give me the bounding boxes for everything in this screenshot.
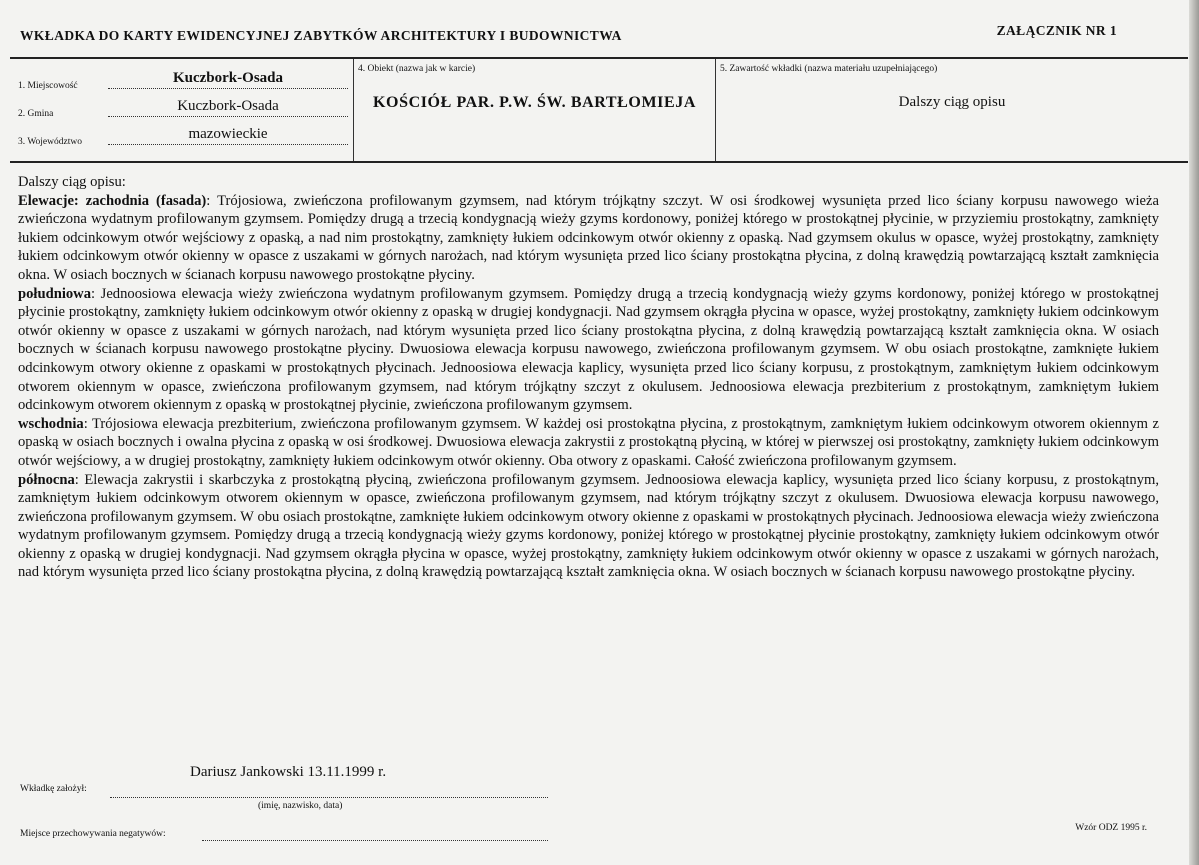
voivodeship-field [18, 121, 348, 147]
voivodeship-value: mazowieckie [188, 126, 268, 142]
object-value: KOŚCIÓŁ PAR. P.W. ŚW. BARTŁOMIEJA [372, 94, 696, 111]
section-heading: południowa [18, 285, 92, 302]
contents-value: Dalszy ciąg opisu [898, 94, 1006, 110]
section-heading: północna [18, 471, 75, 488]
voivodeship-dotted-line [108, 144, 348, 145]
object-field [354, 59, 716, 161]
locality-field [18, 65, 348, 91]
author-caption: (imię, nazwisko, data) [258, 801, 343, 811]
location-fields [10, 59, 354, 161]
section-text: : Trójosiowa, zwieńczona profilowanym gzymsem, nad którym trójkątny szczyt. W osi środkowej wysunięta przed lico ściany korpusu nawowego wieża zwieńczona wydatnym profilowanym gzymsem. Pomiędzy drugą a trzecią kondygnacją wieży gzyms kordonowy, poniżej którego w prostokątnej płycinie, w przyziemiu prostokątny, zamknięty łukiem odcinkowym otwór wejściowy z opaską, a nad nim prostokątny, zamknięty łukiem odcinkowym otwór okienny z opaską. Nad gzymsem okulus w opasce, wyżej prostokątny, zamknięty łukiem odcinkowym otwór okienny w opasce z uszakami w górnych narożach, nad którym wysunięta przed lico ściany prostokątna płycina, z dolną krawędzią powtarzającą kształt zamknięcia okna. W osiach bocznych w ścianach korpusu nawowego prostokątne płyciny. [18, 192, 1159, 283]
author-label: Wkładkę założył: [20, 784, 87, 794]
section-text: : Jednoosiowa elewacja wieży zwieńczona wydatnym profilowanym gzymsem. Pomiędzy drugą a trzecią kondygnacją wieży gzyms kordonowy, poniżej którego w prostokątnej płycinie prostokątny, zamknięty łukiem odcinkowym otwór okienny z opaską w drugiej kondygnacji. Nad gzymsem okrągła płycina w opasce, wyżej prostokątny, zamknięty łukiem odcinkowym otwór okienny w opasce z uszakami w górnych narożach, nad którym wysunięta przed lico ściany prostokątna płycina, z dolną krawędzią powtarzającą kształt zamknięcia okna. W osiach bocznych w ścianach korpusu nawowego prostokątne płyciny. Dwuosiowa elewacja korpusu nawowego, zwieńczona profilowanym gzymsem. W obu osiach prostokątne, zamknięte łukiem odcinkowym otwory okienne z opaskami w prostokątnych płycinach. Jednoosiowa elewacja kaplicy, wysunięta przed lico ściany korpusu, z prostokątnym, zamkniętym łukiem odcinkowym otworem okiennym w opasce, zwieńczona profilowanym gzymsem, nad którym trójkątny szczyt z okulusem. Jednoosiowa elewacja prezbiterium z prostokątnym, zamkniętym łukiem odcinkowym otworem okiennym z opaską w prostokątnej płycinie, zwieńczona profilowanym gzymsem. [18, 285, 1159, 414]
locality-label: 1. Miejscowość [18, 81, 78, 91]
section-heading: wschodnia [18, 415, 84, 432]
section-west [18, 192, 1159, 285]
locality-value: Kuczbork-Osada [172, 70, 283, 86]
annex-number: ZAŁĄCZNIK NR 1 [996, 23, 1117, 38]
description-body [18, 173, 1159, 582]
contents-label: 5. Zawartość wkładki (nazwa materiału uzupełniającego) [720, 64, 938, 74]
locality-dotted-line [108, 88, 348, 89]
section-north [18, 471, 1159, 583]
negatives-dotted-line [202, 840, 548, 841]
author-dotted-line [110, 797, 548, 798]
description-intro: Dalszy ciąg opisu: [18, 174, 126, 190]
negatives-label: Miejsce przechowywania negatywów: [20, 829, 166, 839]
object-label: 4. Obiekt (nazwa jak w karcie) [358, 64, 476, 74]
author-value: Dariusz Jankowski 13.11.1999 r. [190, 764, 387, 780]
section-text: : Trójosiowa elewacja prezbiterium, zwieńczona profilowanym gzymsem. W każdej osi prostokątna płycina, z prostokątnym, zamkniętym łukiem odcinkowym otworem okiennym z opaską w osiach bocznych i owalna płycina z opaską w osi środkowej. Dwuosiowa elewacja zakrystii z prostokątną płyciną, w której w pierwszej osi prostokątny, zamknięty łukiem odcinkowym otwór wejściowy, a w drugiej prostokątny, zamknięty łukiem odcinkowym otwór okienny. Oba otwory z opaskami. Całość zwieńczona profilowanym gzymsem. [18, 415, 1159, 469]
section-east [18, 415, 1159, 471]
section-text: : Elewacja zakrystii i skarbczyka z prostokątną płyciną, zwieńczona profilowanym gzymsem. Jednoosiowa elewacja kaplicy, wysunięta przed lico ściany korpusu, z prostokątnym, zamkniętym łukiem odcinkowym otworem okiennym w opasce, zwieńczona profilowanym gzymsem, nad którym trójkątny szczyt z okulusem. Dwuosiowa elewacja korpusu nawowego, zwieńczona profilowanym gzymsem. W obu osiach prostokątne, zamknięte łukiem odcinkowym otwory okienne z opaskami w prostokątnych płycinach. Jednoosiowa elewacja wieży zwieńczona wydatnym profilowanym gzymsem. Pomiędzy drugą a trzecią kondygnacją wieży gzyms kordonowy, poniżej którego w prostokątnej płycinie prostokątny, zamknięty łukiem odcinkowym otwór okienny z opaską w drugiej kondygnacji. Nad gzymsem okrągła płycina w opasce, wyżej prostokątny, zamknięty łukiem odcinkowym otwór okienny w opasce z uszakami w górnych narożach, nad którym wysunięta przed lico ściany prostokątna płycina, z dolną krawędzią powtarzającą kształt zamknięcia okna. W osiach bocznych w ścianach korpusu nawowego prostokątne płyciny. [18, 471, 1159, 581]
contents-field [716, 59, 1188, 161]
header-fields-box [10, 57, 1188, 163]
section-heading: Elewacje: zachodnia (fasada) [18, 192, 207, 209]
form-title: WKŁADKA DO KARTY EWIDENCYJNEJ ZABYTKÓW ARCHITEKTURY I BUDOWNICTWA [20, 28, 622, 43]
commune-dotted-line [108, 116, 348, 117]
commune-value: Kuczbork-Osada [177, 98, 279, 114]
commune-label: 2. Gmina [18, 109, 54, 119]
page-edge [1189, 0, 1199, 865]
voivodeship-label: 3. Województwo [18, 137, 82, 147]
section-south [18, 285, 1159, 415]
form-code: Wzór ODZ 1995 r. [1075, 823, 1147, 833]
commune-field [18, 93, 348, 119]
